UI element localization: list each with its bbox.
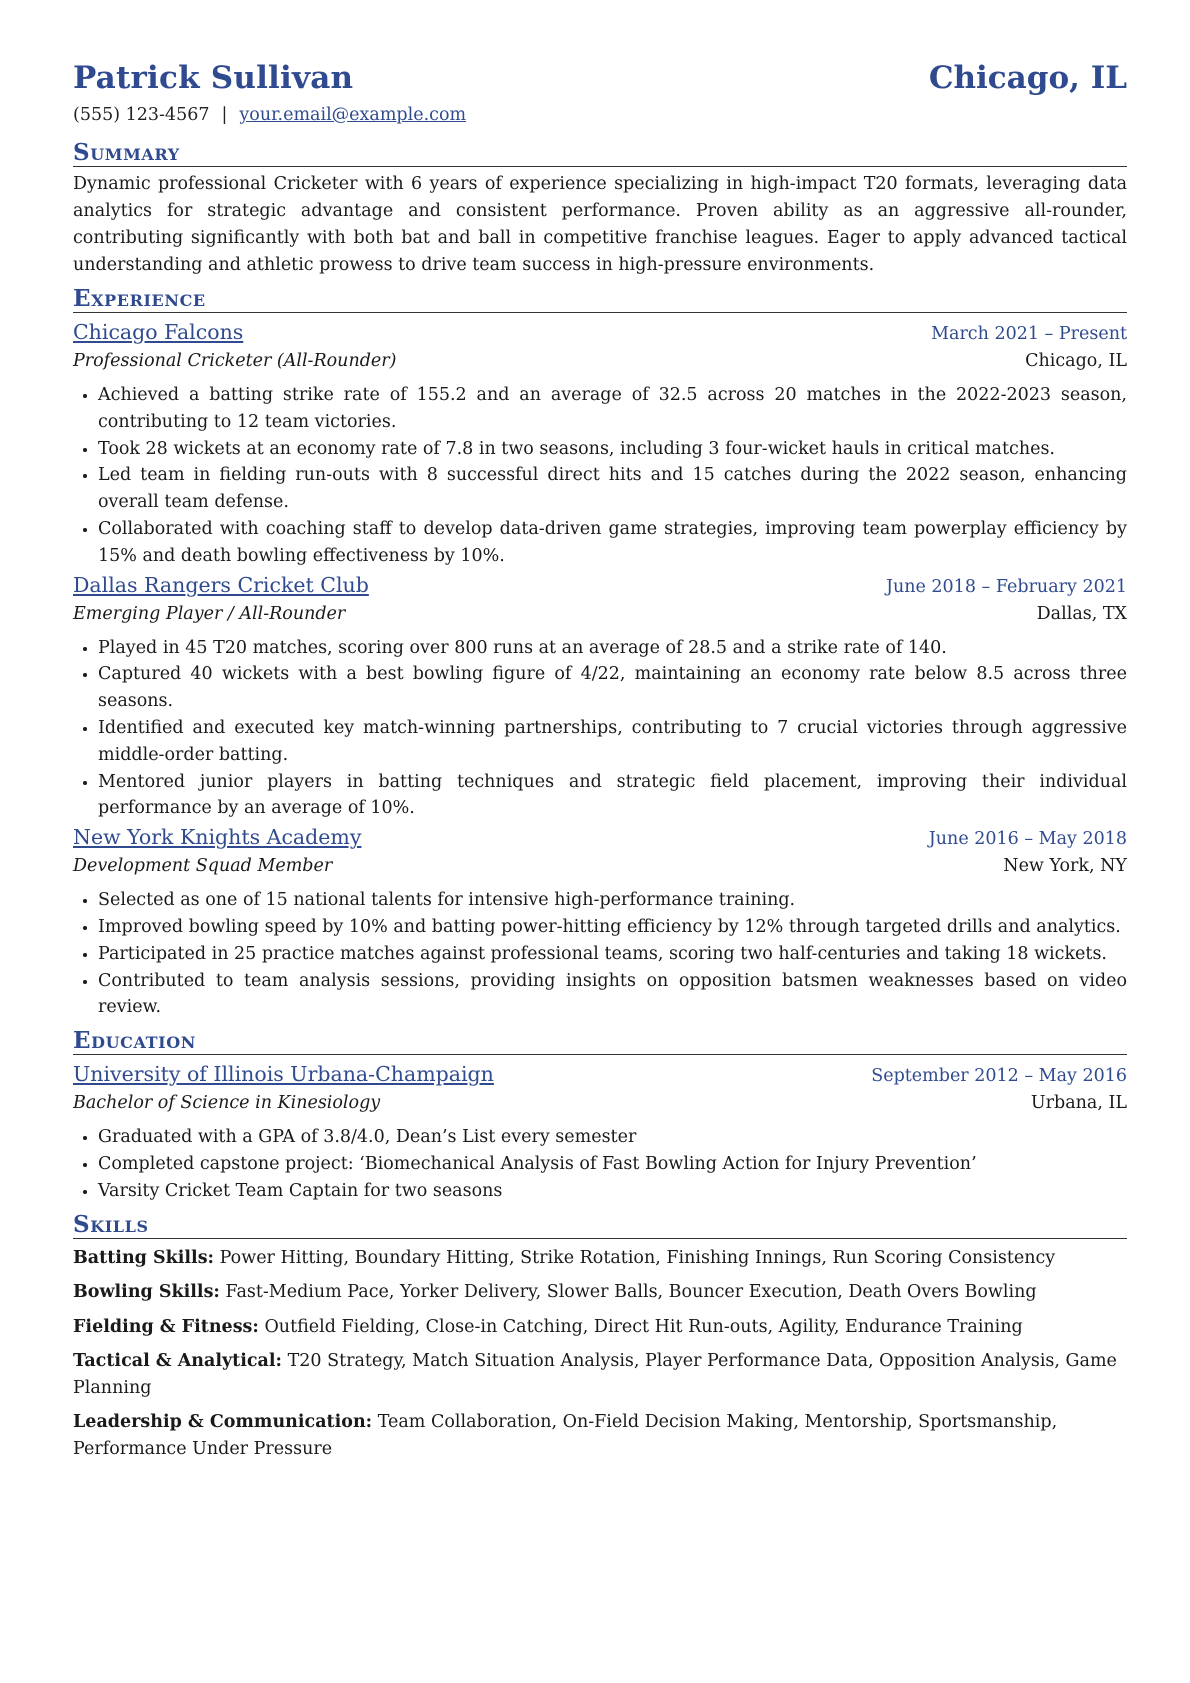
resume-header bbox=[73, 60, 1127, 96]
entry-dates: September 2012 – May 2016 bbox=[871, 1066, 1127, 1087]
resume-page bbox=[73, 60, 1127, 1462]
bullet-item: • Identified and executed key match-winning partnerships, contributing to 7 crucial victories through aggressive middle-order batting. bbox=[98, 715, 1127, 769]
bullet-item: • Played in 45 T20 matches, scoring over 800 runs at an average of 28.5 and a strike rate of 140. bbox=[98, 635, 1127, 662]
experience-entry bbox=[73, 822, 1127, 1021]
entry-location: Dallas, TX bbox=[1036, 603, 1127, 624]
skill-text: Power Hitting, Boundary Hitting, Strike Rotation, Finishing Innings, Run Scoring Consistency bbox=[219, 1247, 1056, 1268]
bullet-item: • Graduated with a GPA of 3.8/4.0, Dean’s List every semester bbox=[98, 1124, 1127, 1151]
skill-label: Tactical & Analytical: bbox=[73, 1351, 282, 1372]
entry-dates: June 2018 – February 2021 bbox=[885, 576, 1127, 597]
education-section bbox=[73, 1027, 1127, 1204]
experience-entry bbox=[73, 317, 1127, 570]
entry-bullets bbox=[73, 635, 1127, 823]
section-title-skills: Skills bbox=[73, 1211, 1127, 1239]
entry-bullets bbox=[73, 1124, 1127, 1204]
skill-text: Outfield Fielding, Close-in Catching, Direct Hit Run-outs, Agility, Endurance Training bbox=[264, 1316, 1023, 1337]
education-entry bbox=[73, 1059, 1127, 1204]
bullet-item: • Captured 40 wickets with a best bowling figure of 4/22, maintaining an economy rate below 8.5 across three seasons. bbox=[98, 661, 1127, 715]
bullet-item: • Mentored junior players in batting techniques and strategic field placement, improving their individual performance by an average of 10%. bbox=[98, 769, 1127, 823]
candidate-location: Chicago, IL bbox=[928, 60, 1127, 96]
skill-row bbox=[73, 1314, 1127, 1341]
contact-separator: | bbox=[221, 105, 228, 125]
bullet-item: • Participated in 25 practice matches against professional teams, scoring two half-centuries and taking 18 wickets. bbox=[98, 941, 1127, 968]
bullet-item: • Selected as one of 15 national talents for intensive high-performance training. bbox=[98, 887, 1127, 914]
contact-line bbox=[73, 105, 1127, 125]
org-link-new-york-knights[interactable]: New York Knights Academy bbox=[73, 825, 362, 850]
skill-row bbox=[73, 1279, 1127, 1306]
candidate-name: Patrick Sullivan bbox=[73, 60, 354, 96]
bullet-item: • Varsity Cricket Team Captain for two seasons bbox=[98, 1178, 1127, 1205]
summary-text: Dynamic professional Cricketer with 6 years of experience specializing in high-impact T20 formats, leveraging data analytics for strategic advantage and consistent performance. Proven ability as an aggressive all-rounder, contributing significantly with both bat and ball in competitive franchise leagues. Eager to apply advanced tactical understanding and athletic prowess to drive team success in high-pressure environments. bbox=[73, 174, 1127, 275]
entry-location: New York, NY bbox=[1003, 856, 1127, 877]
org-link-chicago-falcons[interactable]: Chicago Falcons bbox=[73, 320, 244, 344]
entry-role: Development Squad Member bbox=[73, 856, 333, 877]
entry-bullets bbox=[73, 382, 1127, 570]
phone-number: (555) 123-4567 bbox=[73, 105, 210, 125]
entry-location: Urbana, IL bbox=[1030, 1093, 1127, 1114]
email-link[interactable]: your.email@example.com bbox=[239, 105, 467, 125]
skill-label: Leadership & Communication: bbox=[73, 1412, 373, 1433]
bullet-item: • Achieved a batting strike rate of 155.2 and an average of 32.5 across 20 matches in the 2022-2023 season, contributing to 12 team victories. bbox=[98, 382, 1127, 436]
skills-section bbox=[73, 1211, 1127, 1463]
entry-role: Emerging Player / All-Rounder bbox=[73, 603, 346, 624]
entry-location: Chicago, IL bbox=[1025, 351, 1127, 371]
experience-section bbox=[73, 285, 1127, 1021]
skill-row bbox=[73, 1348, 1127, 1401]
entry-bullets bbox=[73, 887, 1127, 1021]
bullet-item: • Contributed to team analysis sessions, providing insights on opposition batsmen weaknesses based on video review. bbox=[98, 968, 1127, 1022]
skill-label: Bowling Skills: bbox=[73, 1282, 220, 1303]
skill-label: Batting Skills: bbox=[73, 1247, 215, 1268]
entry-dates: June 2016 – May 2018 bbox=[928, 829, 1127, 850]
bullet-item: • Improved bowling speed by 10% and batting power-hitting efficiency by 12% through targeted drills and analytics. bbox=[98, 914, 1127, 941]
section-title-education: Education bbox=[73, 1027, 1127, 1055]
entry-role: Bachelor of Science in Kinesiology bbox=[73, 1093, 381, 1114]
org-link-dallas-rangers[interactable]: Dallas Rangers Cricket Club bbox=[73, 572, 369, 597]
skill-text: Team Collaboration, On-Field Decision Making, Mentorship, Sportsmanship, Performance Under Pressure bbox=[73, 1412, 1058, 1459]
skill-text: T20 Strategy, Match Situation Analysis, Player Performance Data, Opposition Analysis, Game Planning bbox=[73, 1351, 1117, 1398]
entry-role: Professional Cricketer (All-Rounder) bbox=[73, 351, 397, 371]
summary-section bbox=[73, 139, 1127, 279]
bullet-item: • Completed capstone project: ‘Biomechanical Analysis of Fast Bowling Action for Injury Prevention’ bbox=[98, 1151, 1127, 1178]
section-title-summary: Summary bbox=[73, 139, 1127, 167]
skill-text: Fast-Medium Pace, Yorker Delivery, Slower Balls, Bouncer Execution, Death Overs Bowling bbox=[225, 1282, 1037, 1303]
skill-row bbox=[73, 1409, 1127, 1462]
org-link-uiuc[interactable]: University of Illinois Urbana-Champaign bbox=[73, 1062, 494, 1087]
entry-dates: March 2021 – Present bbox=[931, 324, 1127, 344]
bullet-item: • Led team in fielding run-outs with 8 successful direct hits and 15 catches during the 2022 season, enhancing overall team defense. bbox=[98, 462, 1127, 516]
experience-entry bbox=[73, 570, 1127, 823]
bullet-item: • Collaborated with coaching staff to develop data-driven game strategies, improving team powerplay efficiency by 15% and death bowling effectiveness by 10%. bbox=[98, 516, 1127, 570]
skill-row bbox=[73, 1245, 1127, 1272]
section-title-experience: Experience bbox=[73, 285, 1127, 313]
bullet-item: • Took 28 wickets at an economy rate of 7.8 in two seasons, including 3 four-wicket hauls in critical matches. bbox=[98, 436, 1127, 463]
skill-label: Fielding & Fitness: bbox=[73, 1316, 259, 1337]
